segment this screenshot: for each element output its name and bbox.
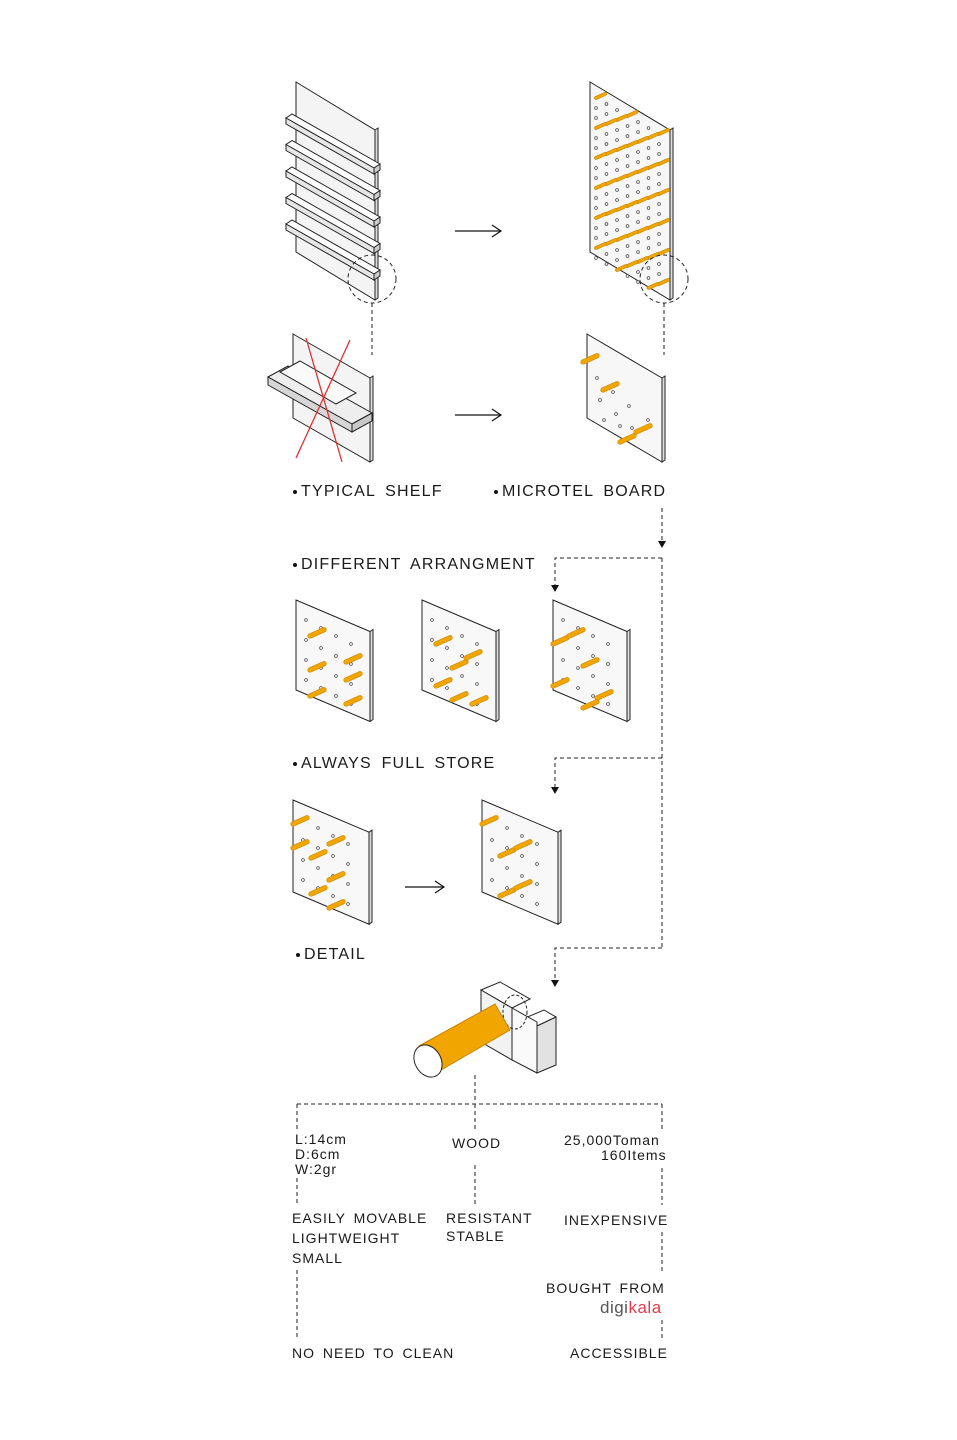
peg-hole: [647, 277, 650, 280]
peg-hole: [536, 863, 539, 866]
peg-hole: [592, 655, 595, 658]
pegboard: [293, 800, 372, 924]
peg-hole: [619, 425, 622, 428]
peg-hole: [616, 159, 619, 162]
peg-hole: [637, 271, 640, 274]
peg-hole: [305, 619, 308, 622]
peg-hole: [637, 281, 640, 284]
peg-hole: [637, 151, 640, 154]
peg-hole: [595, 147, 598, 150]
peg-hole: [347, 883, 350, 886]
board-detail: [587, 334, 665, 462]
pegboard: [553, 600, 630, 722]
peg-hole: [446, 687, 449, 690]
peg-hole: [592, 635, 595, 638]
peg-hole: [605, 193, 608, 196]
peg-hole: [626, 125, 629, 128]
peg-hole: [317, 827, 320, 830]
peg-hole: [605, 233, 608, 236]
peg-hole: [647, 187, 650, 190]
peg-hole: [461, 675, 464, 678]
peg-hole: [616, 189, 619, 192]
peg-hole: [491, 859, 494, 862]
peg-hole: [506, 887, 509, 890]
peg-hole: [431, 659, 434, 662]
peg-hole: [536, 883, 539, 886]
peg-hole: [626, 185, 629, 188]
prop-stable: STABLE: [446, 1228, 505, 1244]
label-different-arrangment: DIFFERENT ARRANGMENT: [293, 556, 536, 574]
peg-hole: [592, 675, 595, 678]
peg-hole: [461, 635, 464, 638]
peg-hole: [616, 229, 619, 232]
flow-line: [555, 508, 662, 980]
pegboard: [296, 600, 373, 722]
peg-hole: [605, 223, 608, 226]
peg-hole: [637, 241, 640, 244]
peg-hole: [647, 157, 650, 160]
peg-hole: [616, 139, 619, 142]
peg-hole: [317, 867, 320, 870]
peg-hole: [616, 259, 619, 262]
prop-easily-movable: EASILY MOVABLE: [292, 1210, 428, 1226]
peg-hole: [302, 879, 305, 882]
shelf-detail: [268, 334, 373, 462]
peg-hole: [577, 647, 580, 650]
peg-hole: [592, 695, 595, 698]
peg-hole: [577, 687, 580, 690]
prop-accessible: ACCESSIBLE: [570, 1345, 668, 1361]
peg-hole: [562, 659, 565, 662]
prop-inexpensive: INEXPENSIVE: [564, 1212, 669, 1228]
peg-hole: [431, 679, 434, 682]
peg-hole: [637, 131, 640, 134]
peg-hole: [631, 427, 634, 430]
peg-hole: [616, 249, 619, 252]
peg-hole: [616, 109, 619, 112]
arrow-right-3: [405, 881, 444, 893]
label-detail: DETAIL: [296, 946, 366, 964]
peg-hole: [332, 855, 335, 858]
peg-hole: [637, 161, 640, 164]
peg-hole: [347, 903, 350, 906]
peg-hole: [596, 377, 599, 380]
peg-hole: [626, 165, 629, 168]
peg-hole: [658, 183, 661, 186]
peg-hole: [647, 177, 650, 180]
peg-hole: [615, 413, 618, 416]
spec-quantity: 160Items: [601, 1147, 667, 1163]
peg-hole: [350, 643, 353, 646]
peg-hole: [431, 639, 434, 642]
peg-hole: [595, 237, 598, 240]
peg-hole: [603, 419, 606, 422]
peg-hole: [521, 895, 524, 898]
peg-hole: [476, 683, 479, 686]
peg-hole: [647, 237, 650, 240]
peg-hole: [647, 147, 650, 150]
peg-hole: [506, 867, 509, 870]
peg-hole: [626, 135, 629, 138]
peg-hole: [536, 843, 539, 846]
peg-hole: [658, 233, 661, 236]
peg-hole: [647, 267, 650, 270]
prop-no-need-to-clean: NO NEED TO CLEAN: [292, 1345, 455, 1361]
peg-hole: [626, 215, 629, 218]
spec-weight: W:2gr: [295, 1161, 338, 1177]
label-typical-shelf: TYPICAL SHELF: [293, 483, 443, 501]
peg-hole: [637, 121, 640, 124]
peg-hole: [335, 695, 338, 698]
peg-hole: [637, 221, 640, 224]
peg-hole: [658, 153, 661, 156]
peg-hole: [658, 203, 661, 206]
peg-hole: [626, 245, 629, 248]
prop-bought-from: BOUGHT FROM: [546, 1280, 665, 1296]
peg-hole: [350, 683, 353, 686]
peg-hole: [658, 213, 661, 216]
pegboard: [422, 600, 499, 722]
peg-hole: [605, 113, 608, 116]
peg-hole: [595, 227, 598, 230]
peg-hole: [647, 207, 650, 210]
peg-hole: [637, 211, 640, 214]
prop-small: SMALL: [292, 1250, 343, 1266]
arrow-right-2: [455, 409, 501, 421]
peg-hole: [446, 667, 449, 670]
peg-hole: [302, 859, 305, 862]
peg-hole: [605, 143, 608, 146]
peg-hole: [616, 219, 619, 222]
peg-hole: [658, 173, 661, 176]
peg-hole: [347, 863, 350, 866]
peg-hole: [595, 117, 598, 120]
pegboard: [482, 800, 561, 924]
prop-resistant: RESISTANT: [446, 1210, 533, 1226]
peg-hole: [317, 847, 320, 850]
peg-hole: [595, 167, 598, 170]
peg-hole: [628, 405, 631, 408]
peg-hole: [616, 199, 619, 202]
peg-hole: [612, 391, 615, 394]
peg-hole: [305, 679, 308, 682]
pegboard-edge: [369, 830, 372, 924]
peg-hole: [332, 835, 335, 838]
peg-hole: [605, 253, 608, 256]
peg-hole: [647, 419, 650, 422]
peg-hole: [647, 217, 650, 220]
pegboard-edge: [627, 630, 630, 722]
spec-length: L:14cm: [295, 1131, 347, 1147]
pegboard-edge: [558, 830, 561, 924]
peg-hole: [491, 879, 494, 882]
peg-hole: [521, 875, 524, 878]
arrow-right-1: [455, 225, 501, 237]
peg-hole: [305, 659, 308, 662]
peg-hole: [607, 643, 610, 646]
peg-hole: [461, 655, 464, 658]
pegboard-edge: [370, 630, 373, 722]
label-always-full-store: ALWAYS FULL STORE: [293, 755, 495, 773]
peg-hole: [637, 181, 640, 184]
peg-hole: [506, 847, 509, 850]
peg-hole: [536, 903, 539, 906]
peg-hole: [335, 635, 338, 638]
peg-hole: [320, 647, 323, 650]
peg-hole: [647, 127, 650, 130]
peg-hole: [605, 133, 608, 136]
peg-hole: [335, 675, 338, 678]
peg-hole: [605, 173, 608, 176]
peg-detail: [408, 982, 556, 1082]
peg-hole: [607, 683, 610, 686]
peg-hole: [446, 627, 449, 630]
logo-part-digi: digi: [600, 1298, 629, 1317]
peg-hole: [431, 619, 434, 622]
peg-hole: [521, 835, 524, 838]
peg-hole: [595, 177, 598, 180]
peg-hole: [605, 263, 608, 266]
peg-hole: [562, 619, 565, 622]
peg-hole: [626, 225, 629, 228]
peg-hole: [616, 169, 619, 172]
peg-hole: [595, 207, 598, 210]
peg-hole: [595, 137, 598, 140]
spec-price: 25,000Toman: [564, 1132, 660, 1148]
peg-hole: [607, 663, 610, 666]
peg-hole: [626, 255, 629, 258]
peg-hole: [595, 107, 598, 110]
peg-hole: [605, 103, 608, 106]
peg-hole: [658, 143, 661, 146]
peg-hole: [626, 275, 629, 278]
peg-hole: [491, 839, 494, 842]
peg-hole: [521, 855, 524, 858]
peg-hole: [658, 273, 661, 276]
peg-hole: [605, 203, 608, 206]
peg-hole: [658, 263, 661, 266]
peg-hole: [647, 247, 650, 250]
peg-hole: [616, 129, 619, 132]
peg-hole: [476, 663, 479, 666]
peg-hole: [605, 163, 608, 166]
peg-hole: [335, 655, 338, 658]
peg-hole: [658, 243, 661, 246]
peg-hole: [637, 191, 640, 194]
logo-part-kala: kala: [628, 1298, 662, 1317]
pegboard-edge: [496, 630, 499, 722]
peg-hole: [607, 703, 610, 706]
spec-material: WOOD: [452, 1135, 502, 1151]
peg-hole: [332, 895, 335, 898]
peg-hole: [476, 643, 479, 646]
peg-hole: [577, 667, 580, 670]
label-microtel-board: MICROTEL BOARD: [494, 483, 666, 501]
peg-hole: [626, 155, 629, 158]
peg-hole: [446, 647, 449, 650]
spec-diameter: D:6cm: [295, 1146, 341, 1162]
peg-hole: [595, 257, 598, 260]
peg-hole: [347, 843, 350, 846]
peg-hole: [626, 195, 629, 198]
prop-lightweight: LIGHTWEIGHT: [292, 1230, 401, 1246]
peg-hole: [595, 197, 598, 200]
peg-hole: [637, 251, 640, 254]
peg-hole: [506, 827, 509, 830]
digikala-logo: [600, 1298, 662, 1318]
peg-hole: [305, 639, 308, 642]
peg-hole: [599, 399, 602, 402]
